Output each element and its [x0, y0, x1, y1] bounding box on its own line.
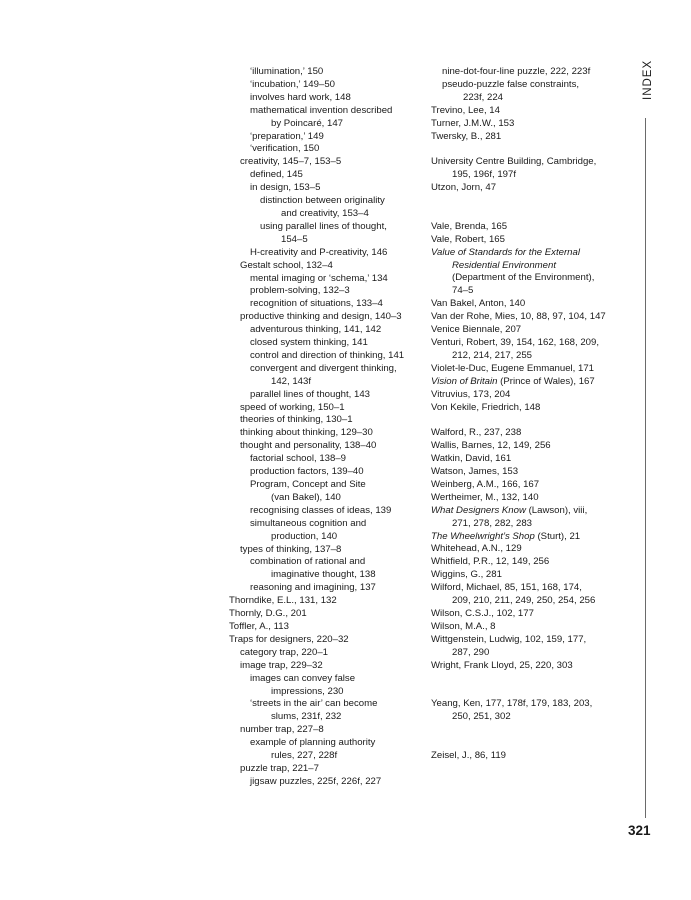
entry-text: Watson, James, 153 — [431, 466, 519, 478]
index-entry — [229, 363, 429, 389]
entry-title-italic: The Wheelwright’s Shop — [431, 530, 535, 542]
index-entry — [229, 195, 429, 221]
entry-text: types of thinking, 137–8 — [240, 543, 342, 555]
entry-text: Wilson, C.S.J., 102, 177 — [431, 608, 534, 620]
entry-continuation: impressions, 230 — [271, 685, 344, 697]
entry-text: thought and personality, 138–40 — [240, 440, 377, 452]
entry-text: Program, Concept and Site — [250, 479, 366, 490]
index-entry — [431, 66, 631, 79]
index-entry — [229, 724, 429, 737]
index-entry — [229, 556, 429, 582]
index-entry — [431, 698, 631, 724]
entry-text: control and direction of thinking, 141 — [250, 349, 405, 361]
entry-text: Wittgenstein, Ludwig, 102, 159, 177, — [431, 633, 587, 645]
index-entry — [229, 298, 429, 311]
index-entry — [229, 673, 429, 699]
index-entry — [229, 660, 429, 673]
index-entry — [431, 505, 631, 531]
entry-text: images can convey false — [250, 672, 356, 684]
index-entry — [229, 273, 429, 286]
index-entry — [431, 492, 631, 505]
entry-text: Venice Biennale, 207 — [431, 324, 522, 336]
index-entry — [431, 221, 631, 234]
index-entry — [229, 169, 429, 182]
entry-text: jigsaw puzzles, 225f, 226f, 227 — [250, 775, 382, 787]
index-entry — [431, 634, 631, 660]
index-entry — [431, 156, 631, 182]
index-entry — [431, 389, 631, 402]
index-entry — [229, 737, 429, 763]
index-entry — [431, 660, 631, 673]
index-entry — [431, 531, 631, 544]
entry-text: combination of rational and — [250, 556, 366, 568]
entry-text: productive thinking and design, 140–3 — [240, 311, 402, 323]
index-entry — [229, 182, 429, 195]
entry-text: H-creativity and P-creativity, 146 — [250, 246, 388, 258]
index-entry — [431, 298, 631, 311]
entry-text: parallel lines of thought, 143 — [250, 388, 371, 400]
letter-gap — [431, 414, 631, 427]
entry-text: distinction between originality — [260, 195, 385, 207]
entry-text: defined, 145 — [250, 169, 303, 181]
index-entry — [229, 66, 429, 79]
entry-text: Wilson, M.A., 8 — [431, 620, 496, 632]
index-entry — [229, 143, 429, 156]
entry-continuation: (van Bakel), 140 — [271, 491, 341, 503]
entry-text: factorial school, 138–9 — [250, 453, 346, 465]
index-entry — [431, 608, 631, 621]
entry-text: closed system thinking, 141 — [250, 337, 368, 349]
entry-text: Van der Rohe, Mies, 10, 88, 97, 104, 147 — [431, 311, 606, 323]
entry-text: ‘verification, 150 — [250, 143, 320, 155]
running-head: INDEX — [642, 59, 654, 100]
index-entry — [431, 750, 631, 763]
index-entry — [431, 363, 631, 376]
letter-gap — [431, 673, 631, 699]
entry-text: mental imaging or ‘schema,’ 134 — [250, 272, 388, 284]
letter-gap — [431, 724, 631, 750]
entry-text: Value of Standards for the External — [431, 246, 580, 258]
entry-text: Gestalt school, 132–4 — [240, 259, 333, 271]
index-entry — [431, 131, 631, 144]
entry-text: production factors, 139–40 — [250, 466, 364, 478]
index-entry — [229, 466, 429, 479]
entry-text: creativity, 145–7, 153–5 — [240, 156, 342, 168]
entry-text: Violet-le-Duc, Eugene Emmanuel, 171 — [431, 362, 595, 374]
index-entry — [431, 466, 631, 479]
entry-text: simultaneous cognition and — [250, 517, 367, 529]
index-entry — [229, 544, 429, 557]
page-number: 321 — [628, 823, 651, 838]
index-entry — [431, 311, 631, 324]
entry-continuation: rules, 227, 228f — [271, 750, 338, 762]
index-entry — [229, 221, 429, 247]
index-entry — [431, 453, 631, 466]
index-entry — [431, 260, 631, 273]
entry-text: using parallel lines of thought, — [260, 220, 387, 232]
index-entry — [229, 634, 429, 647]
entry-text: Twersky, B., 281 — [431, 130, 502, 142]
entry-text: problem-solving, 132–3 — [250, 285, 350, 297]
index-entry — [431, 105, 631, 118]
index-entry — [431, 582, 631, 608]
letter-gap — [431, 195, 631, 221]
index-entry — [431, 479, 631, 492]
index-entry — [431, 402, 631, 415]
index-entry — [431, 427, 631, 440]
entry-text: ‘streets in the air’ can become — [250, 698, 378, 710]
index-entry — [431, 182, 631, 195]
index-entry — [431, 285, 631, 298]
entry-continuation: 154–5 — [281, 233, 308, 245]
index-entry — [229, 479, 429, 505]
index-entry — [229, 247, 429, 260]
entry-text: image trap, 229–32 — [240, 659, 323, 671]
margin-rule — [645, 118, 646, 818]
index-entry — [431, 337, 631, 363]
entry-text: Venturi, Robert, 39, 154, 162, 168, 209, — [431, 337, 600, 348]
entry-text: thinking about thinking, 129–30 — [240, 427, 373, 439]
letter-gap — [431, 143, 631, 156]
index-entry — [229, 440, 429, 453]
entry-text: Wilford, Michael, 85, 151, 168, 174, — [431, 582, 582, 594]
entry-text: ‘illumination,’ 150 — [250, 66, 324, 77]
entry-text: Vitruvius, 173, 204 — [431, 388, 511, 400]
entry-text: Vale, Robert, 165 — [431, 233, 505, 245]
index-entry — [229, 131, 429, 144]
entry-text: Wiggins, G., 281 — [431, 569, 502, 581]
entry-text: Van Bakel, Anton, 140 — [431, 298, 526, 310]
entry-text: (Sturt), 21 — [534, 530, 581, 542]
entry-text: (Lawson), viii, — [525, 504, 588, 516]
entry-title-italic: What Designers Know — [431, 504, 526, 516]
entry-text: pseudo-puzzle false constraints, — [442, 78, 580, 90]
index-entry — [229, 389, 429, 402]
index-entry — [229, 92, 429, 105]
index-entry — [431, 621, 631, 634]
entry-text: Trevino, Lee, 14 — [431, 104, 500, 116]
index-entry — [229, 453, 429, 466]
entry-text: Whitfield, P.R., 12, 149, 256 — [431, 556, 550, 568]
entry-text: Wright, Frank Lloyd, 25, 220, 303 — [431, 659, 573, 671]
index-entry — [431, 440, 631, 453]
index-entry — [229, 311, 429, 324]
index-entry — [229, 505, 429, 518]
index-entry — [229, 260, 429, 273]
index-entry — [431, 556, 631, 569]
entry-text: Walford, R., 237, 238 — [431, 427, 522, 439]
entry-continuation: 223f, 224 — [463, 91, 504, 103]
entry-text: category trap, 220–1 — [240, 646, 329, 658]
index-entry — [229, 647, 429, 660]
entry-text: Weinberg, A.M., 166, 167 — [431, 478, 540, 490]
index-entry — [431, 234, 631, 247]
entry-text: Utzon, Jorn, 47 — [431, 182, 497, 194]
entry-continuation: and creativity, 153–4 — [281, 207, 369, 219]
entry-continuation: 74–5 — [452, 285, 474, 297]
entry-text: Wertheimer, M., 132, 140 — [431, 491, 539, 503]
index-entry — [431, 79, 631, 105]
index-column-left — [229, 66, 429, 789]
entry-text: University Centre Building, Cambridge, — [431, 156, 597, 168]
entry-text: convergent and divergent thinking, — [250, 362, 397, 374]
entry-text: Von Kekile, Friedrich, 148 — [431, 401, 541, 413]
entry-text: ‘incubation,’ 149–50 — [250, 78, 335, 90]
entry-text: speed of working, 150–1 — [240, 401, 345, 413]
index-entry — [431, 376, 631, 389]
entry-text: involves hard work, 148 — [250, 91, 351, 103]
entry-text: reasoning and imagining, 137 — [250, 582, 376, 594]
index-entry — [229, 427, 429, 440]
entry-text: example of planning authority — [250, 737, 376, 749]
index-entry — [229, 621, 429, 634]
entry-text: Traps for designers, 220–32 — [229, 633, 349, 645]
index-entry — [229, 776, 429, 789]
entry-text: (Prince of Wales), 167 — [497, 375, 595, 387]
entry-continuation: 142, 143f — [271, 375, 312, 387]
entry-text: Vale, Brenda, 165 — [431, 220, 508, 232]
entry-text: recognising classes of ideas, 139 — [250, 504, 392, 516]
entry-text: Thorndike, E.L., 131, 132 — [229, 595, 337, 607]
entry-text: Toffler, A., 113 — [229, 620, 289, 632]
index-entry — [431, 569, 631, 582]
entry-continuation: slums, 231f, 232 — [271, 711, 342, 723]
entry-continuation: 250, 251, 302 — [452, 711, 511, 723]
entry-text: Yeang, Ken, 177, 178f, 179, 183, 203, — [431, 698, 593, 710]
entry-continuation: production, 140 — [271, 530, 338, 542]
entry-text: nine-dot-four-line puzzle, 222, 223f — [442, 66, 591, 77]
entry-text: ‘preparation,’ 149 — [250, 130, 324, 142]
index-entry — [229, 402, 429, 415]
index-entry — [229, 105, 429, 131]
entry-continuation: by Poincaré, 147 — [271, 117, 343, 129]
index-entry — [229, 324, 429, 337]
entry-text: Wallis, Barnes, 12, 149, 256 — [431, 440, 551, 452]
index-entry — [431, 247, 631, 260]
index-entry — [431, 324, 631, 337]
index-entry — [229, 595, 429, 608]
index-entry — [229, 518, 429, 544]
entry-title-italic: Vision of Britain — [431, 375, 498, 387]
entry-text: Whitehead, A.N., 129 — [431, 543, 522, 555]
entry-continuation: 212, 214, 217, 255 — [452, 349, 533, 361]
entry-text: Turner, J.M.W., 153 — [431, 117, 515, 129]
index-entry — [431, 118, 631, 131]
entry-continuation: 209, 210, 211, 249, 250, 254, 256 — [452, 595, 596, 607]
entry-continuation: imaginative thought, 138 — [271, 569, 376, 581]
entry-text: Thornly, D.G., 201 — [229, 608, 307, 620]
index-entry — [229, 79, 429, 92]
entry-text: in design, 153–5 — [250, 182, 321, 194]
index-entry — [229, 414, 429, 427]
entry-text: number trap, 227–8 — [240, 724, 324, 736]
entry-continuation: 271, 278, 282, 283 — [452, 517, 533, 529]
entry-text: theories of thinking, 130–1 — [240, 414, 353, 426]
index-entry — [229, 698, 429, 724]
entry-text: recognition of situations, 133–4 — [250, 298, 383, 310]
index-entry — [229, 285, 429, 298]
index-entry — [229, 763, 429, 776]
entry-text: Watkin, David, 161 — [431, 453, 512, 465]
entry-continuation: Residential Environment — [452, 259, 556, 271]
index-entry — [431, 543, 631, 556]
index-entry — [229, 350, 429, 363]
entry-text: mathematical invention described — [250, 104, 393, 116]
index-entry — [229, 582, 429, 595]
index-entry — [229, 337, 429, 350]
index-entry — [229, 156, 429, 169]
entry-text: Zeisel, J., 86, 119 — [431, 749, 507, 761]
entry-text: adventurous thinking, 141, 142 — [250, 324, 382, 336]
index-entry — [431, 272, 631, 285]
entry-continuation: (Department of the Environment), — [452, 272, 595, 284]
entry-text: puzzle trap, 221–7 — [240, 762, 319, 774]
entry-continuation: 195, 196f, 197f — [452, 169, 517, 181]
entry-continuation: 287, 290 — [452, 646, 490, 658]
index-column-right — [431, 66, 631, 763]
index-entry — [229, 608, 429, 621]
